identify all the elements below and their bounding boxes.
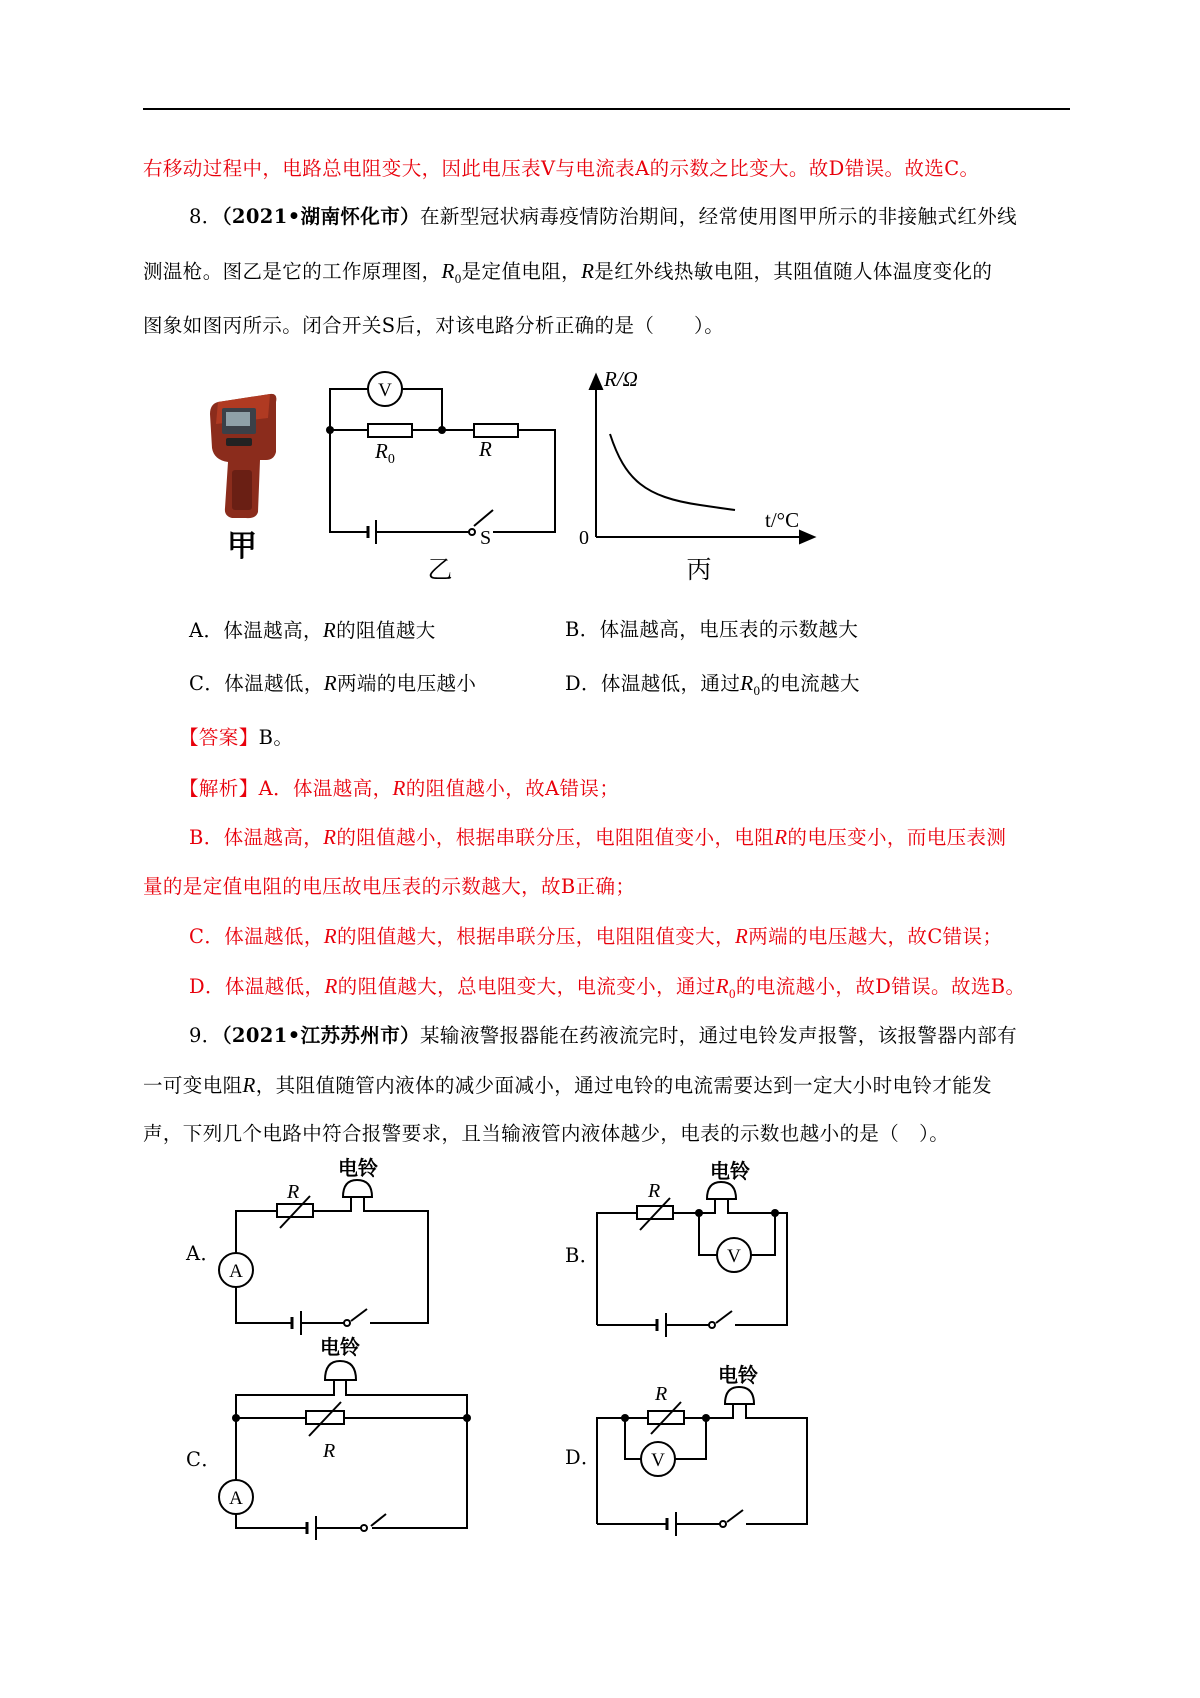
switch-pivot: [344, 1320, 350, 1326]
q8-option-A[interactable]: A．体温越高，R的阻值越大: [189, 618, 436, 642]
q8-stem-l1: 在新型冠状病毒疫情防治期间，经常使用图甲所示的非接触式红外线: [420, 205, 1018, 228]
resistor-label: R: [655, 1383, 668, 1405]
q8-source: （2021•湖南怀化市）: [221, 205, 421, 228]
q9-source: （2021•江苏苏州市）: [221, 1024, 421, 1047]
q8-option-D[interactable]: D．体温越低，通过$R_0$的电流越大: [565, 671, 860, 698]
circuit-A: [219, 1180, 428, 1335]
voltmeter-label: V: [651, 1450, 665, 1471]
resistor-label: R: [323, 1440, 336, 1462]
bell-label: 电铃: [320, 1335, 360, 1359]
answer-value: B。: [258, 726, 294, 749]
circuit-D: [597, 1387, 807, 1536]
bell-label: 电铃: [710, 1159, 750, 1183]
circuit-C: [219, 1361, 467, 1540]
q8-line2: 测温枪。图乙是它的工作原理图，$R_0$是定值电阻，R是红外线热敏电阻，其阻值随人体温度变化的: [143, 259, 993, 286]
circuit-switch-label: S: [480, 527, 492, 549]
q9-line1: 9．（2021•江苏苏州市）某输液警报器能在药液流完时，通过电铃发声报警，该报警器内部有: [189, 1024, 1018, 1047]
junction-dot: [695, 1209, 703, 1217]
junction-dot: [232, 1414, 240, 1422]
ammeter-label: A: [229, 1488, 243, 1509]
junction-dot: [463, 1414, 471, 1422]
graph-x-label: t/°C: [765, 508, 800, 532]
q9-number: 9．: [189, 1024, 222, 1047]
voltmeter-label: V: [727, 1246, 741, 1267]
circuit-B: [597, 1182, 787, 1337]
fig-label-yi: 乙: [427, 555, 453, 584]
resistor-label: R: [648, 1180, 661, 1202]
graph-y-label: R/Ω: [604, 367, 638, 391]
switch-pivot: [709, 1322, 715, 1328]
q9-option-C[interactable]: C．: [186, 1448, 222, 1471]
q8-analysis-A: 【解析】A．体温越高，R的阻值越小，故A错误；: [179, 776, 620, 800]
q9-line2: 一可变电阻R，其阻值随管内液体的减少面减小，通过电铃的电流需要达到一定大小时电铃才能发: [143, 1073, 993, 1097]
q9-option-B[interactable]: B．: [565, 1244, 600, 1267]
circuit-R-label: R: [479, 437, 492, 461]
q9-option-A[interactable]: A．: [186, 1242, 221, 1265]
q8-line3: 图象如图丙所示。闭合开关S后，对该电路分析正确的是（ ）。: [143, 314, 725, 337]
circuit-R0-label: $R_0$: [375, 439, 395, 467]
bell-label: 电铃: [718, 1363, 758, 1387]
circuit-voltmeter-label: V: [378, 380, 392, 401]
q8-analysis-D: D．体温越低，R的阻值越大，总电阻变大，电流变小，通过$R_0$的电流越小，故D错误。故选B。: [189, 974, 1026, 1001]
graph-origin-label: 0: [579, 527, 589, 549]
q8-option-C[interactable]: C．体温越低，R两端的电压越小: [189, 671, 477, 695]
q8-analysis-B2: 量的是定值电阻的电压故电压表的示数越大，故B正确；: [143, 875, 636, 898]
q9-option-D[interactable]: D．: [565, 1446, 601, 1469]
junction-dot: [771, 1209, 779, 1217]
fig-label-bing: 丙: [686, 555, 712, 584]
q8-analysis-B1: B．体温越高，R的阻值越小，根据串联分压，电阻阻值变小，电阻R的电压变小，而电压表测: [189, 825, 1007, 849]
q8-analysis-C: C．体温越低，R的阻值越大，根据串联分压，电阻阻值变大，R两端的电压越大，故C错误；: [189, 924, 1003, 948]
switch-pivot: [720, 1521, 726, 1527]
switch-pivot: [361, 1525, 367, 1531]
q8-option-B[interactable]: B．体温越高，电压表的示数越大: [565, 618, 859, 641]
ammeter-label: A: [229, 1261, 243, 1282]
bell-label: 电铃: [338, 1156, 378, 1180]
prev-solution-tail: 右移动过程中，电路总电阻变大，因此电压表V与电流表A的示数之比变大。故D错误。故选C。: [143, 157, 980, 180]
sym-R0: $R_0$: [441, 259, 462, 286]
fig-label-jia: 甲: [227, 529, 257, 564]
junction-dot: [702, 1414, 710, 1422]
answer-tag: 【答案】: [179, 726, 259, 749]
q8-number: 8．: [189, 205, 222, 228]
q9-line3: 声，下列几个电路中符合报警要求，且当输液管内液体越少，电表的示数也越小的是（ ）。: [143, 1122, 950, 1145]
sym-R: R: [581, 259, 595, 283]
junction-dot: [621, 1414, 629, 1422]
analysis-tag: 【解析】: [179, 777, 259, 800]
resistor-label: R: [287, 1181, 300, 1203]
